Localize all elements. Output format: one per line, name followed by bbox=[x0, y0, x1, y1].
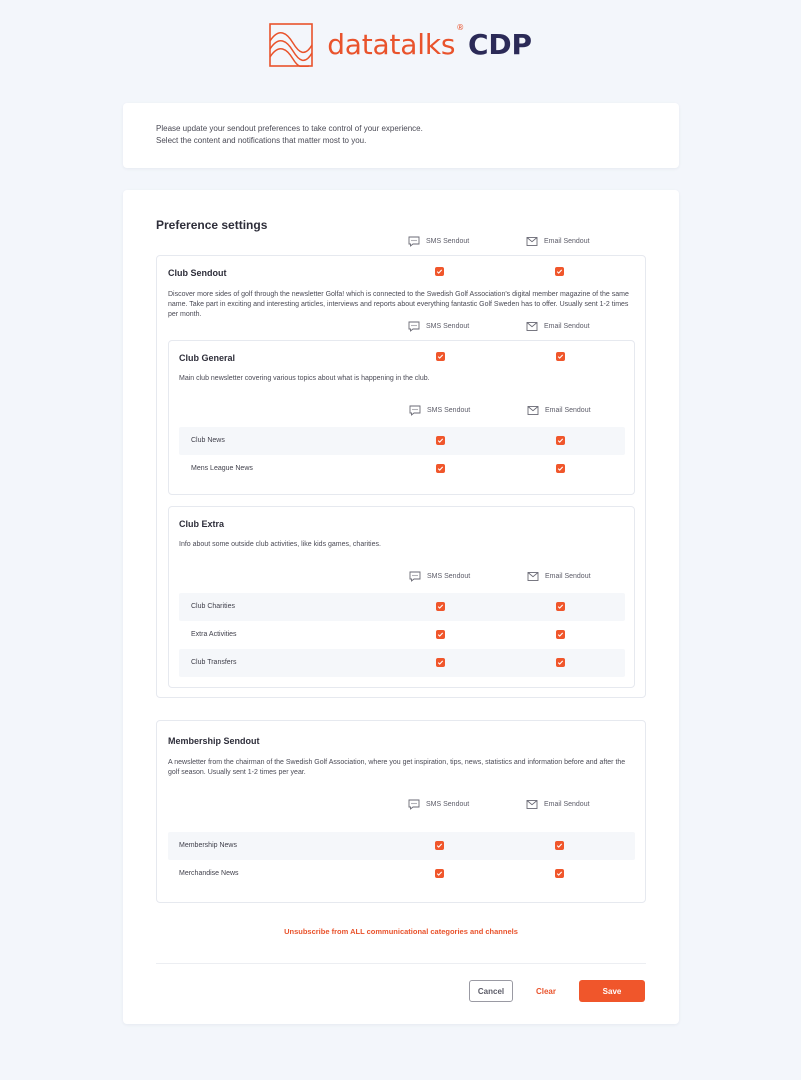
sms-column-header bbox=[409, 403, 470, 417]
sms-column-header bbox=[409, 569, 470, 583]
club-general-title: Club General bbox=[179, 353, 236, 363]
sms-column-label: SMS Sendout bbox=[426, 322, 470, 330]
checkmark-icon bbox=[437, 659, 444, 666]
list-item bbox=[168, 860, 635, 888]
checkmark-icon bbox=[437, 437, 444, 444]
club-news-sms-checkbox[interactable] bbox=[436, 436, 445, 445]
chat-bubble-icon bbox=[409, 405, 421, 416]
mens-league-news-email-checkbox[interactable] bbox=[556, 464, 565, 473]
sms-column-label: SMS Sendout bbox=[426, 800, 470, 808]
membership-sendout-description: A newsletter from the chairman of the Swedish Golf Association, where you get inspiration, tips, news, statistics and information before and after the golf season. Usually sent 1-2 times per year. bbox=[168, 759, 626, 776]
item-label: Club Charities bbox=[191, 603, 235, 610]
preferences-title: Preference settings bbox=[156, 218, 268, 232]
checkmark-icon bbox=[557, 437, 564, 444]
club-sendout-description: Discover more sides of golf through the newsletter Golfa! which is connected to the Swedish Golf Association's digital member magazine of the same name. Take part in exciting and interesting articles, interviews and reports about everything fantastic Golf Sweden has to offer. Usually sent 1-2 times per month. bbox=[168, 291, 629, 318]
checkmark-icon bbox=[436, 842, 443, 849]
membership-sendout-section bbox=[156, 720, 646, 903]
item-label: Mens League News bbox=[191, 465, 253, 472]
list-item bbox=[179, 455, 625, 483]
intro-card bbox=[123, 103, 679, 168]
club-charities-email-checkbox[interactable] bbox=[556, 602, 565, 611]
intro-line-1: Please update your sendout preferences to take control of your experience. bbox=[156, 124, 423, 133]
checkmark-icon bbox=[436, 870, 443, 877]
club-extra-description: Info about some outside club activities, like kids games, charities. bbox=[179, 541, 381, 548]
checkmark-icon bbox=[437, 465, 444, 472]
mens-league-news-sms-checkbox[interactable] bbox=[436, 464, 445, 473]
sms-column-label: SMS Sendout bbox=[427, 572, 471, 580]
list-item bbox=[168, 832, 635, 860]
brand-name: datatalks bbox=[327, 28, 456, 61]
checkmark-icon bbox=[556, 842, 563, 849]
membership-sendout-title: Membership Sendout bbox=[168, 736, 260, 746]
email-column-header bbox=[527, 403, 591, 417]
checkmark-icon bbox=[437, 353, 444, 360]
list-item bbox=[179, 427, 625, 455]
preferences-card bbox=[123, 190, 679, 1024]
envelope-icon bbox=[527, 405, 539, 416]
brand-logo bbox=[0, 22, 801, 68]
club-general-section bbox=[168, 340, 635, 495]
club-sendout-sms-checkbox[interactable] bbox=[435, 267, 444, 276]
list-item bbox=[179, 593, 625, 621]
envelope-icon bbox=[526, 236, 538, 247]
chat-bubble-icon bbox=[408, 236, 420, 247]
checkmark-icon bbox=[437, 603, 444, 610]
club-sendout-section bbox=[156, 255, 646, 698]
membership-news-sms-checkbox[interactable] bbox=[435, 841, 444, 850]
email-column-header bbox=[526, 797, 590, 811]
club-transfers-sms-checkbox[interactable] bbox=[436, 658, 445, 667]
email-column-label: Email Sendout bbox=[544, 322, 590, 330]
item-label: Merchandise News bbox=[179, 870, 239, 877]
item-label: Membership News bbox=[179, 842, 237, 849]
sms-column-label: SMS Sendout bbox=[427, 406, 471, 414]
checkmark-icon bbox=[437, 631, 444, 638]
sms-column-header bbox=[408, 319, 469, 333]
intro-line-2: Select the content and notifications that matter most to you. bbox=[156, 136, 367, 145]
item-label: Club Transfers bbox=[191, 659, 237, 666]
item-label: Club News bbox=[191, 437, 225, 444]
extra-activities-email-checkbox[interactable] bbox=[556, 630, 565, 639]
email-column-header bbox=[527, 569, 591, 583]
checkmark-icon bbox=[436, 268, 443, 275]
email-column-label: Email Sendout bbox=[544, 800, 590, 808]
club-extra-title: Club Extra bbox=[179, 519, 225, 529]
sms-column-header bbox=[408, 234, 469, 248]
divider bbox=[156, 963, 646, 964]
club-sendout-title: Club Sendout bbox=[168, 268, 227, 278]
email-column-label: Email Sendout bbox=[545, 406, 591, 414]
club-news-email-checkbox[interactable] bbox=[556, 436, 565, 445]
club-general-sms-checkbox[interactable] bbox=[436, 352, 445, 361]
email-column-header bbox=[526, 319, 590, 333]
membership-news-email-checkbox[interactable] bbox=[555, 841, 564, 850]
brand-product: CDP bbox=[468, 28, 532, 61]
chat-bubble-icon bbox=[408, 321, 420, 332]
envelope-icon bbox=[527, 571, 539, 582]
club-extra-section bbox=[168, 506, 635, 688]
list-item bbox=[179, 621, 625, 649]
clear-button[interactable]: Clear bbox=[535, 986, 556, 996]
save-button[interactable]: Save bbox=[579, 980, 645, 1002]
club-general-description: Main club newsletter covering various topics about what is happening in the club. bbox=[179, 375, 430, 382]
email-column-header bbox=[526, 234, 590, 248]
checkmark-icon bbox=[557, 465, 564, 472]
checkmark-icon bbox=[557, 353, 564, 360]
brand-wordmark bbox=[327, 22, 532, 61]
club-sendout-email-checkbox[interactable] bbox=[555, 267, 564, 276]
merchandise-news-sms-checkbox[interactable] bbox=[435, 869, 444, 878]
list-item bbox=[179, 649, 625, 677]
merchandise-news-email-checkbox[interactable] bbox=[555, 869, 564, 878]
sms-column-header bbox=[408, 797, 469, 811]
chat-bubble-icon bbox=[408, 799, 420, 810]
item-label: Extra Activities bbox=[191, 631, 237, 638]
club-transfers-email-checkbox[interactable] bbox=[556, 658, 565, 667]
sms-column-label: SMS Sendout bbox=[426, 237, 470, 245]
envelope-icon bbox=[526, 321, 538, 332]
checkmark-icon bbox=[556, 268, 563, 275]
datatalks-logo-icon bbox=[269, 23, 313, 67]
checkmark-icon bbox=[557, 603, 564, 610]
extra-activities-sms-checkbox[interactable] bbox=[436, 630, 445, 639]
unsubscribe-all-link[interactable]: Unsubscribe from ALL communicational categories and channels bbox=[284, 927, 518, 936]
email-column-label: Email Sendout bbox=[545, 572, 591, 580]
club-charities-sms-checkbox[interactable] bbox=[436, 602, 445, 611]
email-column-label: Email Sendout bbox=[544, 237, 590, 245]
chat-bubble-icon bbox=[409, 571, 421, 582]
checkmark-icon bbox=[557, 631, 564, 638]
checkmark-icon bbox=[556, 870, 563, 877]
checkmark-icon bbox=[557, 659, 564, 666]
envelope-icon bbox=[526, 799, 538, 810]
registered-mark: ® bbox=[456, 22, 465, 32]
cancel-button[interactable]: Cancel bbox=[469, 980, 513, 1002]
club-general-email-checkbox[interactable] bbox=[556, 352, 565, 361]
